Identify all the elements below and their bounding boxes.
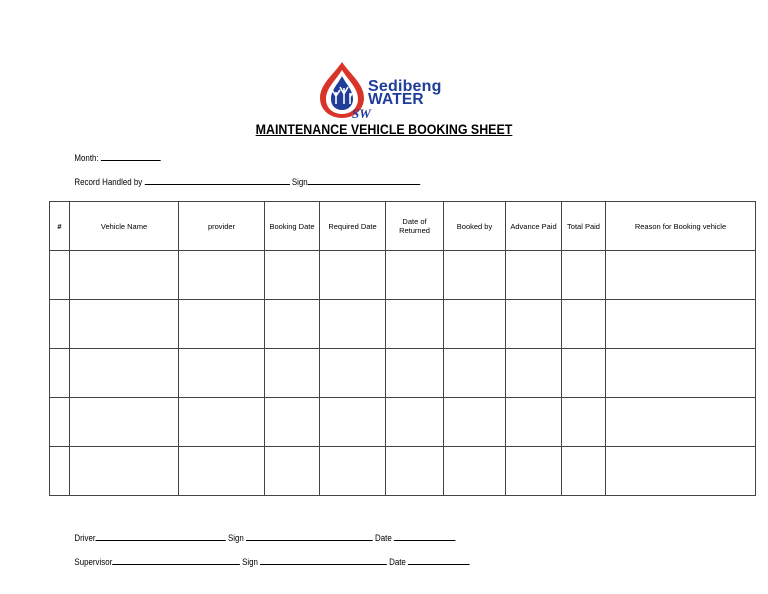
driver-blank[interactable] — [96, 532, 226, 541]
table-cell[interactable] — [444, 300, 506, 349]
record-handled-label: Record Handled by — [74, 177, 143, 187]
table-cell[interactable] — [320, 349, 386, 398]
supervisor-blank[interactable] — [112, 556, 240, 565]
table-cell[interactable] — [386, 251, 444, 300]
table-cell[interactable] — [70, 447, 179, 496]
table-cell[interactable] — [265, 251, 320, 300]
col-header-advance-paid: Advance Paid — [506, 202, 562, 251]
table-cell[interactable] — [386, 349, 444, 398]
table-cell[interactable] — [506, 398, 562, 447]
table-cell[interactable] — [606, 300, 756, 349]
month-blank[interactable] — [101, 152, 161, 161]
table-cell[interactable] — [50, 300, 70, 349]
table-cell[interactable] — [179, 251, 265, 300]
table-cell[interactable] — [179, 447, 265, 496]
table-cell[interactable] — [444, 398, 506, 447]
company-logo — [312, 60, 462, 120]
table-row — [50, 349, 756, 398]
table-cell[interactable] — [444, 349, 506, 398]
col-header-provider: provider — [179, 202, 265, 251]
table-cell[interactable] — [179, 349, 265, 398]
brand-name-line1: Sedibeng — [368, 78, 442, 95]
table-cell[interactable] — [562, 300, 606, 349]
table-cell[interactable] — [50, 398, 70, 447]
col-header-vehicle-name: Vehicle Name — [70, 202, 179, 251]
table-cell[interactable] — [562, 349, 606, 398]
table-cell[interactable] — [320, 300, 386, 349]
col-header-booking-date: Booking Date — [265, 202, 320, 251]
table-cell[interactable] — [265, 349, 320, 398]
month-field — [70, 142, 161, 163]
table-cell[interactable] — [506, 251, 562, 300]
supervisor-field — [70, 546, 470, 567]
table-cell[interactable] — [606, 251, 756, 300]
table-cell[interactable] — [70, 251, 179, 300]
record-handled-field — [70, 166, 420, 187]
supervisor-date-label: Date — [389, 557, 406, 567]
table-cell[interactable] — [606, 447, 756, 496]
table-cell[interactable] — [50, 447, 70, 496]
driver-sign-label: Sign — [227, 533, 244, 543]
table-cell[interactable] — [444, 447, 506, 496]
supervisor-label: Supervisor — [74, 557, 113, 567]
table-cell[interactable] — [562, 447, 606, 496]
logo-monogram: SW — [352, 106, 371, 120]
driver-field — [70, 522, 456, 543]
driver-sign-blank[interactable] — [246, 532, 373, 541]
table-row — [50, 300, 756, 349]
table-cell[interactable] — [320, 251, 386, 300]
driver-label: Driver — [74, 533, 96, 543]
record-sign-label: Sign — [291, 177, 308, 187]
table-cell[interactable] — [265, 300, 320, 349]
table-cell[interactable] — [506, 447, 562, 496]
table-header-row — [50, 202, 756, 251]
table-cell[interactable] — [506, 300, 562, 349]
table-cell[interactable] — [70, 349, 179, 398]
table-row — [50, 398, 756, 447]
month-label: Month: — [74, 153, 99, 163]
col-header-reason: Reason for Booking vehicle — [606, 202, 756, 251]
table-cell[interactable] — [562, 398, 606, 447]
record-handled-blank[interactable] — [144, 176, 289, 185]
supervisor-date-blank[interactable] — [408, 556, 470, 565]
col-header-number: # — [50, 202, 70, 251]
table-cell[interactable] — [179, 398, 265, 447]
table-cell[interactable] — [320, 447, 386, 496]
driver-date-label: Date — [374, 533, 392, 543]
supervisor-sign-label: Sign — [242, 557, 258, 567]
table-cell[interactable] — [386, 300, 444, 349]
table-cell[interactable] — [386, 447, 444, 496]
table-row — [50, 251, 756, 300]
driver-date-blank[interactable] — [394, 532, 456, 541]
table-cell[interactable] — [606, 349, 756, 398]
document-title: MAINTENANCE VEHICLE BOOKING SHEET — [255, 122, 513, 137]
table-cell[interactable] — [70, 398, 179, 447]
table-cell[interactable] — [562, 251, 606, 300]
table-cell[interactable] — [265, 447, 320, 496]
col-header-required-date: Required Date — [320, 202, 386, 251]
flame-drop-logo-icon — [312, 60, 374, 120]
record-sign-blank[interactable] — [308, 176, 421, 185]
table-cell[interactable] — [444, 251, 506, 300]
brand-name-line2: WATER — [368, 91, 424, 108]
table-row — [50, 447, 756, 496]
table-cell[interactable] — [386, 398, 444, 447]
table-cell[interactable] — [50, 349, 70, 398]
table-cell[interactable] — [50, 251, 70, 300]
table-cell[interactable] — [265, 398, 320, 447]
col-header-total-paid: Total Paid — [562, 202, 606, 251]
table-cell[interactable] — [70, 300, 179, 349]
col-header-date-returned: Date of Returned — [386, 202, 444, 251]
booking-table — [49, 201, 756, 496]
table-cell[interactable] — [179, 300, 265, 349]
table-cell[interactable] — [320, 398, 386, 447]
table-cell[interactable] — [506, 349, 562, 398]
supervisor-sign-blank[interactable] — [260, 556, 387, 565]
col-header-booked-by: Booked by — [444, 202, 506, 251]
table-cell[interactable] — [606, 398, 756, 447]
